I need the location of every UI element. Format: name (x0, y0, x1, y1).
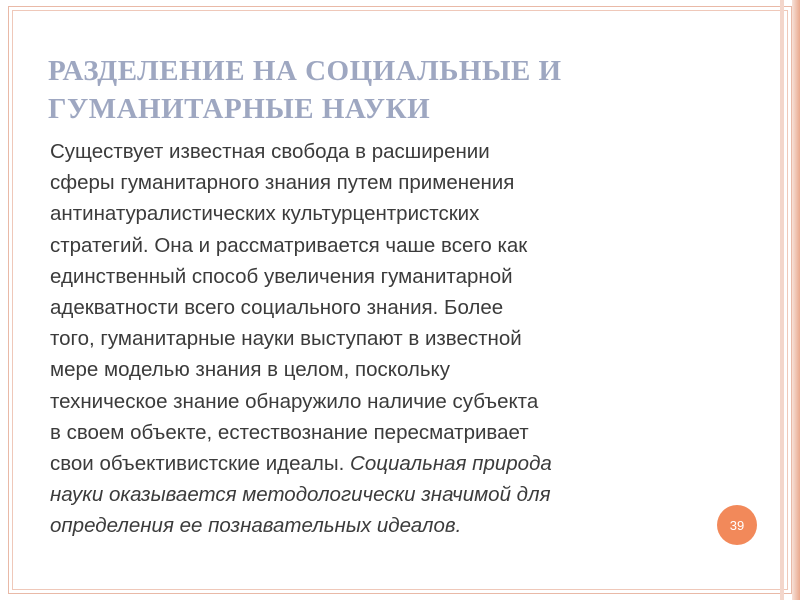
slide-title (48, 52, 748, 128)
body-line-regular: свои объективистские идеалы. (50, 452, 345, 476)
body-line: адекватности всего социального знания. Более (50, 296, 504, 320)
body-line: техническое знание обнаружило наличие субъекта (50, 389, 539, 413)
slide-right-edge-stripe (780, 0, 784, 600)
body-line: антинатуралистических культурцентристских (50, 202, 480, 226)
slide-body-text (50, 136, 730, 542)
body-line: того, гуманитарные науки выступают в известной (50, 327, 522, 351)
body-line: стратегий. Она и рассматривается чаше всего как (50, 233, 528, 257)
slide-right-edge (792, 0, 800, 600)
body-line-italic (50, 479, 730, 510)
body-line-mixed (50, 448, 730, 479)
slide-title-line-2: ГУМАНИТАРНЫЕ НАУКИ (48, 93, 431, 125)
body-line: сферы гуманитарного знания путем применения (50, 171, 515, 195)
slide-title-line-1: РАЗДЕЛЕНИЕ НА СОЦИАЛЬНЫЕ И (48, 55, 562, 87)
page-number-badge: 39 (717, 505, 757, 545)
body-line-italic (50, 510, 730, 541)
body-line: Существует известная свобода в расширении (50, 140, 490, 163)
body-italic-text: науки оказывается методологически значимой для (50, 483, 551, 507)
body-line: в своем объекте, естествознание пересматривает (50, 420, 529, 444)
body-line: единственный способ увеличения гуманитарной (50, 264, 513, 288)
body-italic-text: определения ее познавательных идеалов. (50, 514, 462, 538)
body-line-italic: Социальная природа (350, 452, 552, 476)
body-line: мере моделью знания в целом, поскольку (50, 358, 451, 382)
